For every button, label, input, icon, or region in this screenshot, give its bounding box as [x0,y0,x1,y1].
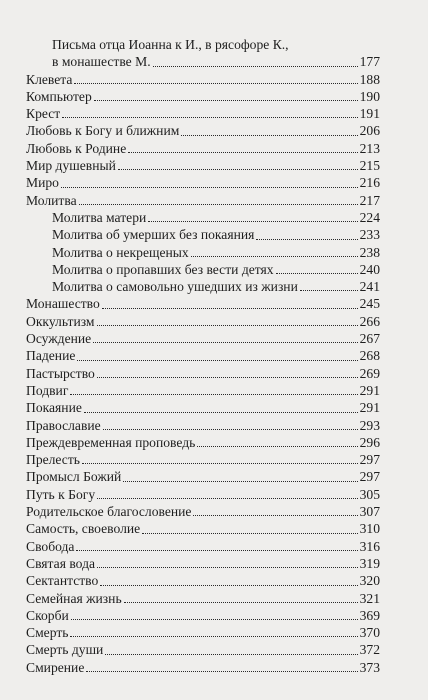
toc-entry [26,451,380,468]
toc-entry-title: Осуждение [26,331,92,347]
toc-entry [26,330,380,347]
dot-leader [300,290,358,291]
toc-entry-title: Любовь к Родине [26,140,127,156]
toc-entry-page-number: 291 [359,400,380,416]
toc-entry-title: Семейная жизнь [26,590,122,606]
toc-entry [26,486,380,503]
dot-leader [118,169,358,170]
toc-entry-page-number: 267 [359,331,380,347]
toc-entry-page-number: 269 [359,365,380,381]
toc-entry-page-number: 217 [359,192,380,208]
dot-leader [181,135,357,136]
toc-entry-title: Промысл Божий [26,469,122,485]
dot-leader [97,567,358,568]
toc-entry [26,399,380,416]
toc-entry-title: Любовь к Богу и ближним [26,123,180,139]
toc-entry [26,607,380,624]
toc-entry [26,590,380,607]
toc-entry [26,365,380,382]
toc-entry [26,347,380,364]
toc-entry-page-number: 297 [359,469,380,485]
toc-entry-page-number: 291 [359,382,380,398]
toc-entry-title: Клевета [26,71,73,87]
toc-entry-title: Путь к Богу [26,486,96,502]
toc-entry-title: Святая вода [26,555,96,571]
toc-entry-page-number: 319 [359,555,380,571]
toc-entry-page-number: 191 [359,106,380,122]
dot-leader [276,273,358,274]
toc-entry-title: Мир душевный [26,158,116,174]
toc-entry-title: Православие [26,417,101,433]
toc-entry [26,157,380,174]
toc-entry-title: Компьютер [26,88,92,104]
dot-leader [103,429,358,430]
toc-entry [26,105,380,122]
dot-leader [105,654,357,655]
toc-entry [26,140,380,157]
toc-entry [26,174,380,191]
toc-entry-title: Покаяние [26,400,82,416]
toc-entry-title: Пастырство [26,365,95,381]
dot-leader [142,533,357,534]
toc-entry-page-number: 370 [359,625,380,641]
toc-entry-title: Скорби [26,607,69,623]
toc-entry-page-number: 305 [359,486,380,502]
dot-leader [79,204,358,205]
dot-leader [93,342,357,343]
toc-entry-page-number: 373 [359,659,380,675]
dot-leader [82,463,358,464]
toc-entry-title: Оккультизм [26,313,95,329]
dot-leader [70,636,357,637]
dot-leader [97,377,358,378]
toc-entry [26,624,380,641]
toc-entry-page-number: 238 [359,244,380,260]
toc-entry [26,417,380,434]
toc-entry-title: Родительское благословение [26,504,192,520]
toc-entry-page-number: 190 [359,88,380,104]
toc-entry [26,192,380,209]
dot-leader [74,83,357,84]
toc-entry-page-number: 216 [359,175,380,191]
toc-subentry [26,261,380,278]
toc-entry-page-number: 215 [359,158,380,174]
toc-entry-page-number: 307 [359,504,380,520]
toc-entry-title: Смерть души [26,642,104,658]
toc-entry-page-number: 188 [359,71,380,87]
dot-leader [84,412,358,413]
dot-leader [153,66,358,67]
toc-entry-title: Самость, своеволие [26,521,141,537]
toc-entry-page-number: 224 [359,209,380,225]
toc-entry [26,572,380,589]
toc-entry-title: Монашество [26,296,100,312]
dot-leader [193,515,357,516]
toc-entry-page-number: 241 [359,279,380,295]
dot-leader [128,152,357,153]
toc-entry [26,468,380,485]
toc-entry [26,503,380,520]
toc-entry-title: Миро [26,175,59,191]
toc-entry-title: Молитва об умерших без покаяния [52,227,255,243]
toc-entry-page-number: 321 [359,590,380,606]
toc-entry-title: Смерть [26,625,69,641]
toc-entry-page-number: 233 [359,227,380,243]
toc-entry [26,538,380,555]
toc-entry [26,555,380,572]
dot-leader [191,256,358,257]
toc-entry-title: Крест [26,106,61,122]
dot-leader [94,100,358,101]
toc-entry [26,520,380,537]
toc-entry-page-number: 213 [359,140,380,156]
toc-entry-page-number: 240 [359,261,380,277]
toc-entry [26,313,380,330]
toc-entry [26,122,380,139]
toc-subentry [26,53,380,70]
toc-entry-title: Молитва о пропавших без вести детях [52,261,274,277]
toc-entry [26,434,380,451]
toc-entry-title: Прелесть [26,452,80,468]
toc-entry-page-number: 297 [359,452,380,468]
toc-entry-title: Свобода [26,538,75,554]
dot-leader [100,585,357,586]
dot-leader [124,602,358,603]
dot-leader [77,360,357,361]
toc-subentry [26,244,380,261]
toc-subentry [26,278,380,295]
toc-entry-title: Преждевременная проповедь [26,434,196,450]
toc-entry-page-number: 266 [359,313,380,329]
toc-entry-title: Смирение [26,659,85,675]
toc-entry-title: Подвиг [26,382,69,398]
toc-entry-title: Молитва матери [52,209,147,225]
toc-entry-page-number: 206 [359,123,380,139]
toc-entry-page-number: 372 [359,642,380,658]
toc-entry-page-number: 245 [359,296,380,312]
toc-entry-title: Падение [26,348,76,364]
toc-subentry [26,226,380,243]
toc-entry [26,71,380,88]
dot-leader [70,394,357,395]
dot-leader [76,550,357,551]
dot-leader [148,221,357,222]
toc-entry-page-number: 310 [359,521,380,537]
dot-leader [97,325,358,326]
toc-entry-page-number: 293 [359,417,380,433]
toc-entry [26,382,380,399]
dot-leader [61,187,358,188]
toc-entry-title: Молитва о самовольно ушедших из жизни [52,279,298,295]
toc-entry-page-number: 268 [359,348,380,364]
dot-leader [197,446,357,447]
toc-entry-page-number: 320 [359,573,380,589]
dot-leader [102,308,358,309]
dot-leader [97,498,357,499]
toc-entry [26,641,380,658]
toc-entry-title: в монашестве М. [52,54,151,70]
dot-leader [71,619,358,620]
toc-entry-page-number: 369 [359,607,380,623]
toc-entry-page-number: 316 [359,538,380,554]
dot-leader [86,671,357,672]
toc-entry-first-line: Письма отца Иоанна к И., в рясофоре К., [52,37,289,52]
table-of-contents [26,36,380,676]
toc-entry-title: Молитва о некрещеных [52,244,189,260]
toc-entry [26,659,380,676]
toc-entry-page-number: 296 [359,434,380,450]
dot-leader [256,239,357,240]
toc-entry-title: Молитва [26,192,77,208]
toc-entry [26,88,380,105]
dot-leader [123,481,357,482]
toc-subentry [26,209,380,226]
toc-entry-title: Сектантство [26,573,99,589]
dot-leader [62,117,357,118]
toc-entry-page-number: 177 [359,54,380,70]
toc-entry [26,295,380,312]
